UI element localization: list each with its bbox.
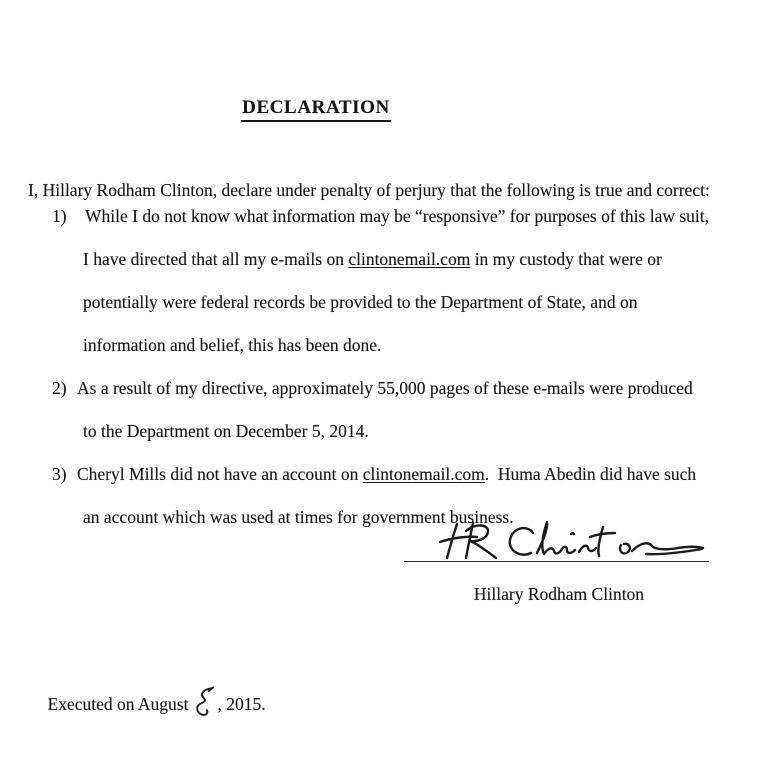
- document-line: [83, 334, 381, 356]
- underlined-domain-text: clintonemail.com: [362, 464, 485, 484]
- item-number: 2): [52, 378, 67, 398]
- item-number: 3): [52, 464, 67, 484]
- signature-line: [404, 561, 709, 562]
- signature-printed-name: Hillary Rodham Clinton: [473, 584, 645, 604]
- line-text: information and belief, this has been done.: [83, 335, 382, 355]
- document-title: DECLARATION: [241, 97, 391, 122]
- document-line: [83, 291, 637, 313]
- line-text: . Huma Abedin did have such: [484, 464, 697, 484]
- line-text: While I do not know what information may be “responsive” for purposes of this law suit,: [85, 206, 710, 226]
- handwritten-day-glyph-icon: [195, 685, 215, 719]
- line-text: an account which was used at times for government business.: [83, 507, 514, 527]
- execution-date-line: [30, 663, 266, 741]
- executed-suffix: , 2015.: [217, 694, 266, 714]
- document-line: [77, 463, 696, 485]
- document-line: [83, 248, 662, 270]
- line-text: Cheryl Mills did not have an account on: [77, 464, 363, 484]
- line-text: potentially were federal records be provided to the Department of State, and on: [83, 292, 638, 312]
- document-line: [85, 205, 709, 227]
- document-line: [77, 377, 693, 399]
- line-text: I have directed that all my e-mails on: [83, 249, 349, 269]
- underlined-domain-text: clintonemail.com: [348, 249, 471, 269]
- executed-prefix: Executed on August: [47, 694, 189, 714]
- line-text: in my custody that were or: [470, 249, 662, 269]
- signature-handwriting: [400, 512, 712, 564]
- handwritten-day: [188, 685, 217, 719]
- item-number: 1): [52, 206, 67, 226]
- line-text: As a result of my directive, approximately 55,000 pages of these e-mails were produced: [77, 378, 693, 398]
- intro-paragraph: I, Hillary Rodham Clinton, declare under penalty of perjury that the following is true and correct:: [28, 179, 710, 200]
- document-line: [83, 420, 369, 442]
- line-text: to the Department on December 5, 2014.: [83, 421, 369, 441]
